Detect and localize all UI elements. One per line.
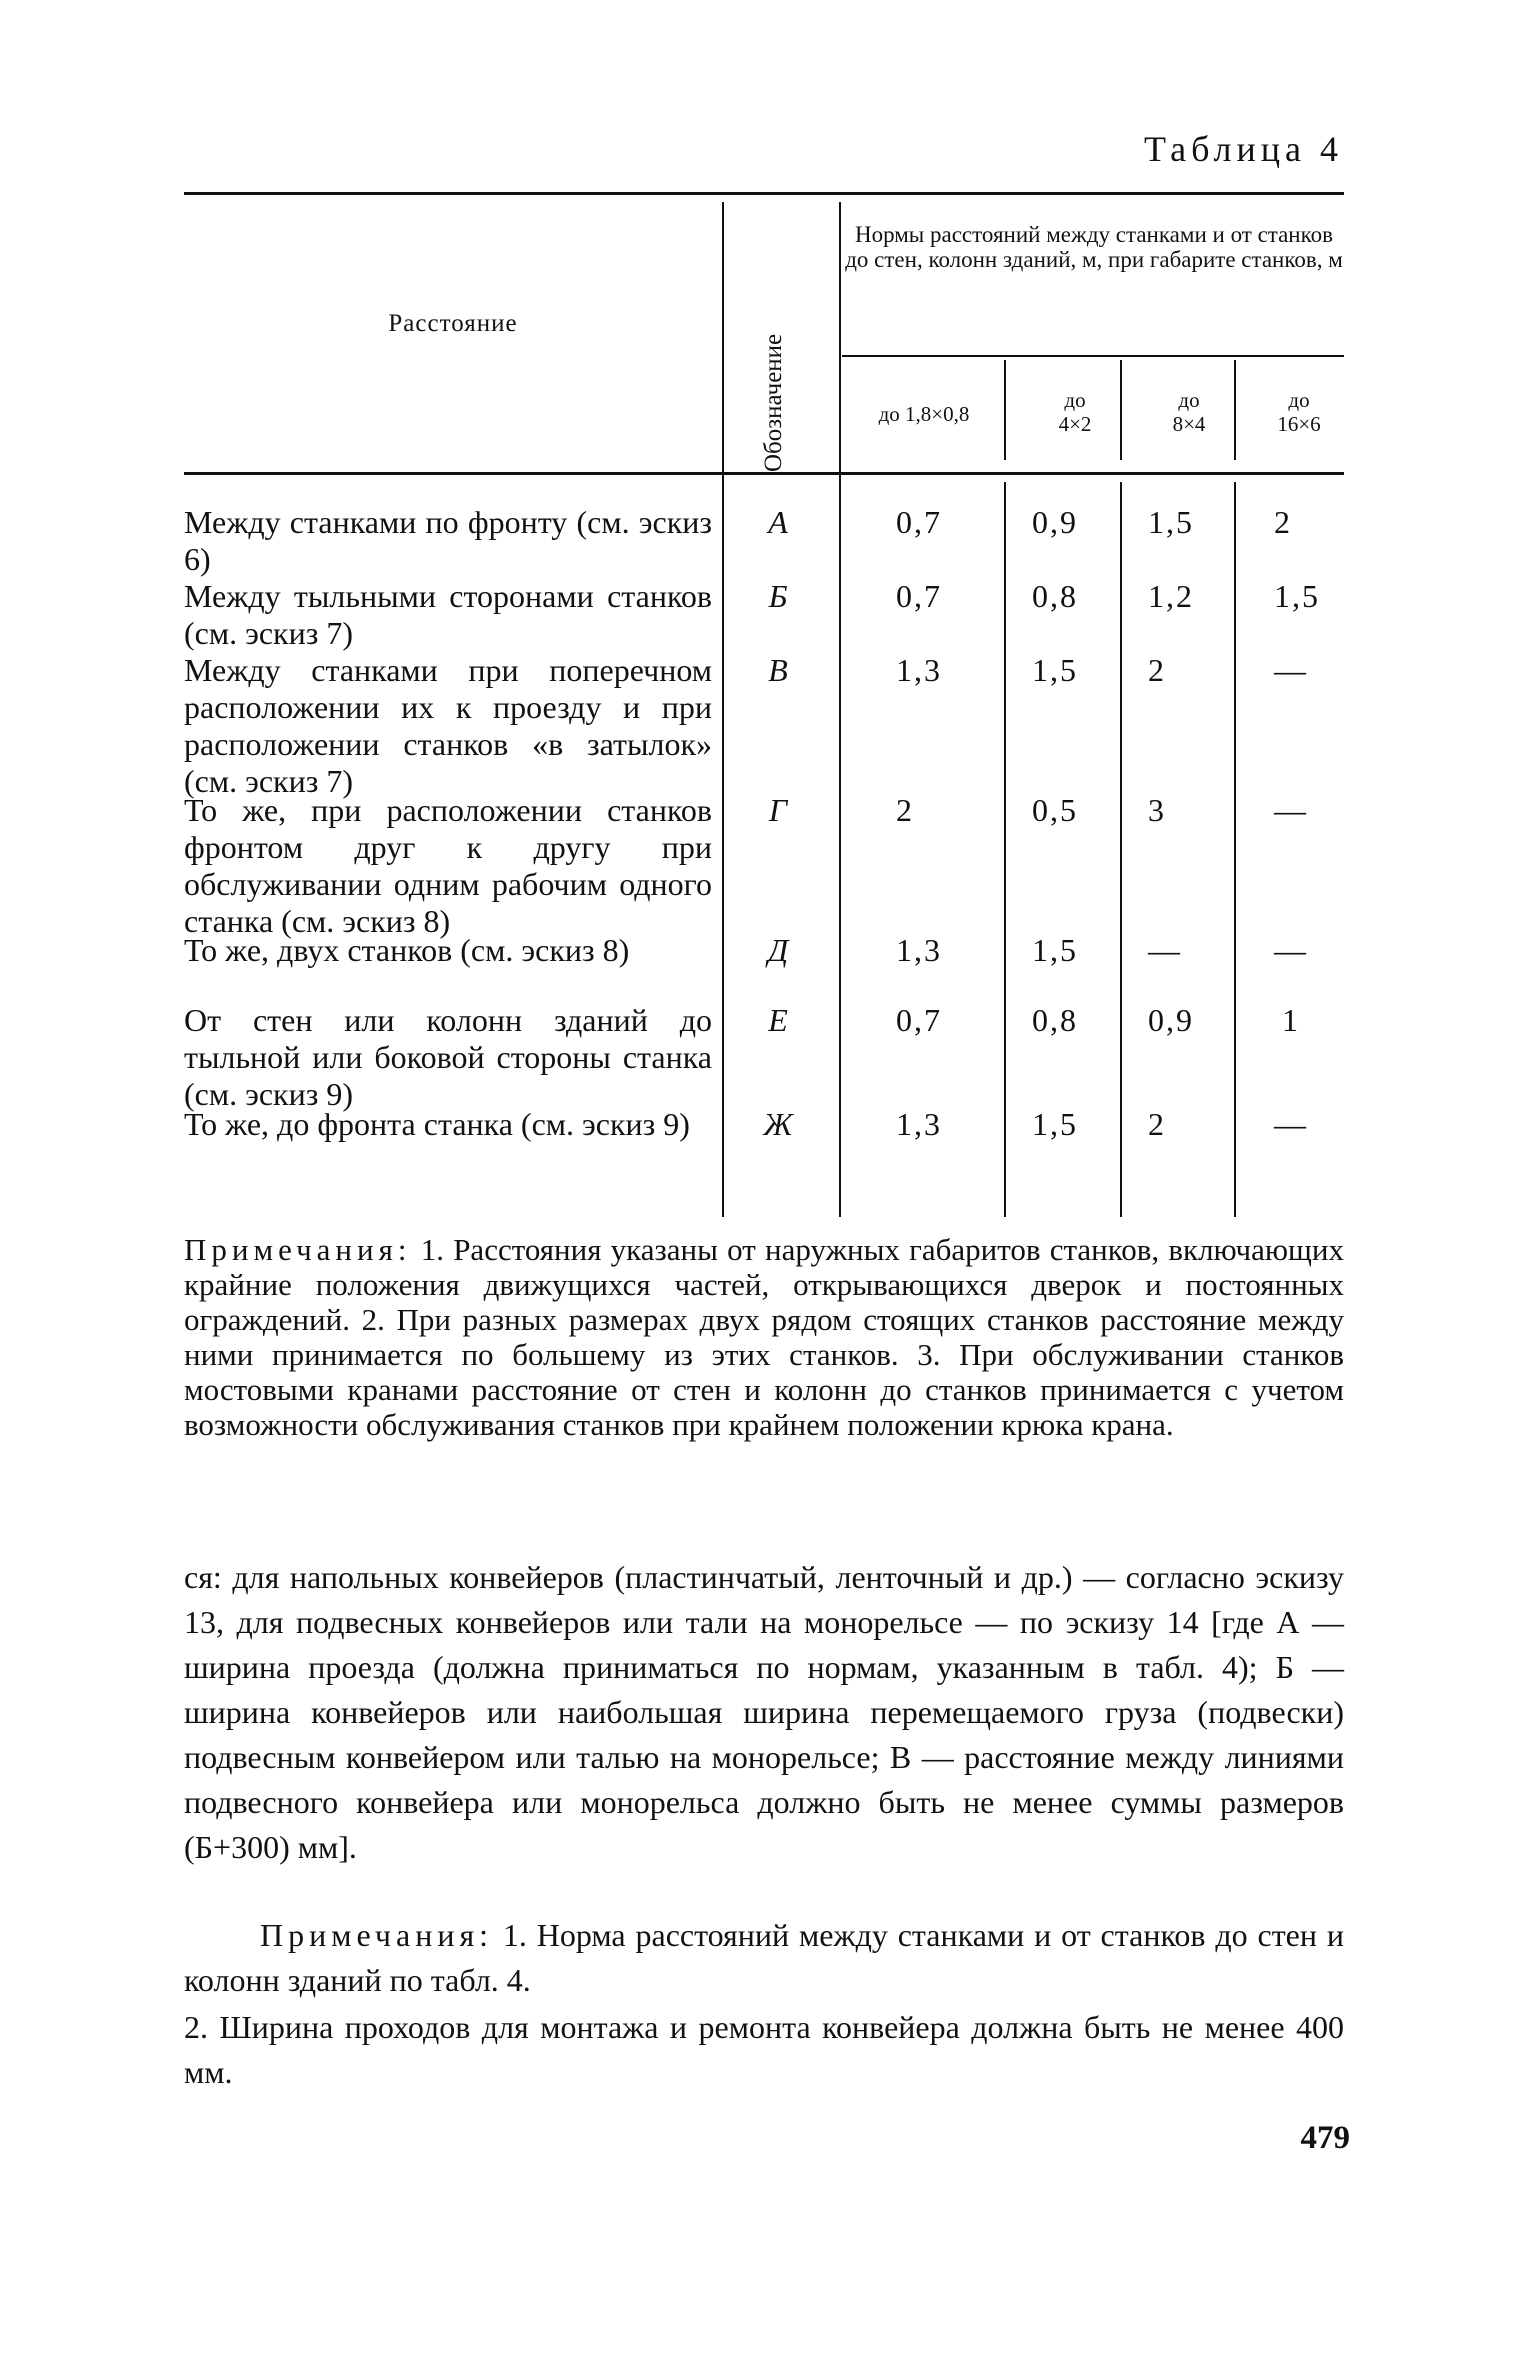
header-size-4: до 16×6 [1277,388,1321,436]
header-sub-rule [842,355,1344,357]
row-value: 0,5 [1032,792,1078,828]
row-distance: То же, до фронта станка (см. эскиз 9) [184,1106,690,1142]
row-value: 0,9 [1032,504,1078,540]
row-symbol: В [768,652,788,688]
row-value: — [1274,652,1308,688]
row-value: 1,5 [1032,1106,1078,1142]
header-size-3: до 8×4 [1172,388,1206,436]
notes-text: 1. Норма расстояний между станками и от станков до стен и колонн зданий по табл. 4. [184,1917,1344,1998]
header-designation-text: Обозначение [760,333,787,472]
row-value: — [1274,792,1308,828]
row-value: 1,3 [896,932,942,968]
notes-text: 1. Расстояния указаны от наружных габаритов станков, включающих крайние положения движущихся частей, открывающихся дверок и постоянных ограждений. 2. При разных размерах двух рядом стоящих станков расстояние между ними принимается по большему из этих станков. 3. При обслуживании станков мостовыми кранами расстояние от стен и колонн до станков принимается с учетом возможности обслуживания станков при крайнем положении крюка крана. [184,1232,1344,1442]
row-value: 1,5 [1032,652,1078,688]
column-rule [1120,360,1122,460]
header-distance: Расстояние [388,310,518,337]
row-value: 2 [1274,504,1292,540]
table-notes [184,1232,1344,1442]
row-symbol: Ж [763,1106,793,1142]
row-value: 3 [1148,792,1166,828]
header-size-2: до 4×2 [1058,388,1092,436]
row-distance: От стен или колонн зданий до тыльной или боковой стороны станка (см. эскиз 9) [184,1002,712,1112]
row-symbol: Г [768,792,788,828]
row-value: 1,3 [896,652,942,688]
column-rule [1234,482,1236,1217]
row-value: 1,3 [896,1106,942,1142]
row-value: 1,5 [1274,578,1320,614]
distances-table [184,192,1344,1217]
header-size-1: до 1,8×0,8 [878,402,970,426]
notes-label: Примечания: [184,1232,412,1267]
row-value: 1,2 [1148,578,1194,614]
row-value: 0,8 [1032,578,1078,614]
row-value: 0,9 [1148,1002,1194,1038]
column-rule [722,202,724,1217]
table-caption: Таблица 4 [1144,129,1343,169]
row-value: — [1148,932,1182,968]
row-value: 0,7 [896,578,942,614]
table-top-rule [184,192,1344,195]
column-rule [1004,360,1006,460]
column-rule [1234,360,1236,460]
row-value: 2 [1148,652,1166,688]
row-value: — [1274,932,1308,968]
row-value: 1,5 [1032,932,1078,968]
row-value: 1,5 [1148,504,1194,540]
row-distance: То же, при расположении станков фронтом друг к другу при обслуживании одним рабочим одного станка (см. эскиз 8) [184,792,712,939]
row-distance: Между станками при поперечном расположении их к проезду и при расположении станков «в затылок» (см. эскиз 7) [184,652,712,799]
column-rule [839,202,841,1217]
conveyor-notes [184,1913,1344,2003]
column-rule [1120,482,1122,1217]
row-value: 2 [896,792,914,828]
row-symbol: Д [767,932,789,968]
row-value: 0,7 [896,504,942,540]
header-norms: Нормы расстояний между станками и от станков до стен, колонн зданий, м, при габарите станков, м [845,222,1343,272]
body-paragraph: ся: для напольных конвейеров (пластинчатый, ленточный и др.) — согласно эскизу 13, для подвесных конвейеров или тали на монорельсе — по эскизу 14 [где А — ширина проезда (должна приниматься по нормам, указанным в табл. 4); Б — ширина конвейеров или наибольшая ширина перемещаемого груза (подвески) подвесным конвейером или талью на монорельсе; В — расстояние между линиями подвесного конвейера или монорельса должно быть не менее суммы размеров (Б+300) мм]. [184,1559,1344,1865]
row-symbol: Б [768,578,788,614]
row-value: 2 [1148,1106,1166,1142]
row-distance: Между станками по фронту (см. эскиз 6) [184,504,712,577]
row-value: 0,8 [1032,1002,1078,1038]
row-distance: То же, двух станков (см. эскиз 8) [184,932,630,968]
column-rule [1004,482,1006,1217]
row-value: — [1274,1106,1308,1142]
header-bottom-rule [184,472,1344,475]
row-value: 1 [1282,1002,1300,1038]
row-symbol: Е [768,1002,788,1038]
row-value: 0,7 [896,1002,942,1038]
row-distance: Между тыльными сторонами станков (см. эскиз 7) [184,578,712,651]
notes-label: Примечания: [260,1917,494,1953]
row-symbol: А [768,504,788,540]
conveyor-note-2: 2. Ширина проходов для монтажа и ремонта конвейера должна быть не менее 400 мм. [184,2009,1344,2090]
page-number: 479 [1300,2120,1350,2156]
